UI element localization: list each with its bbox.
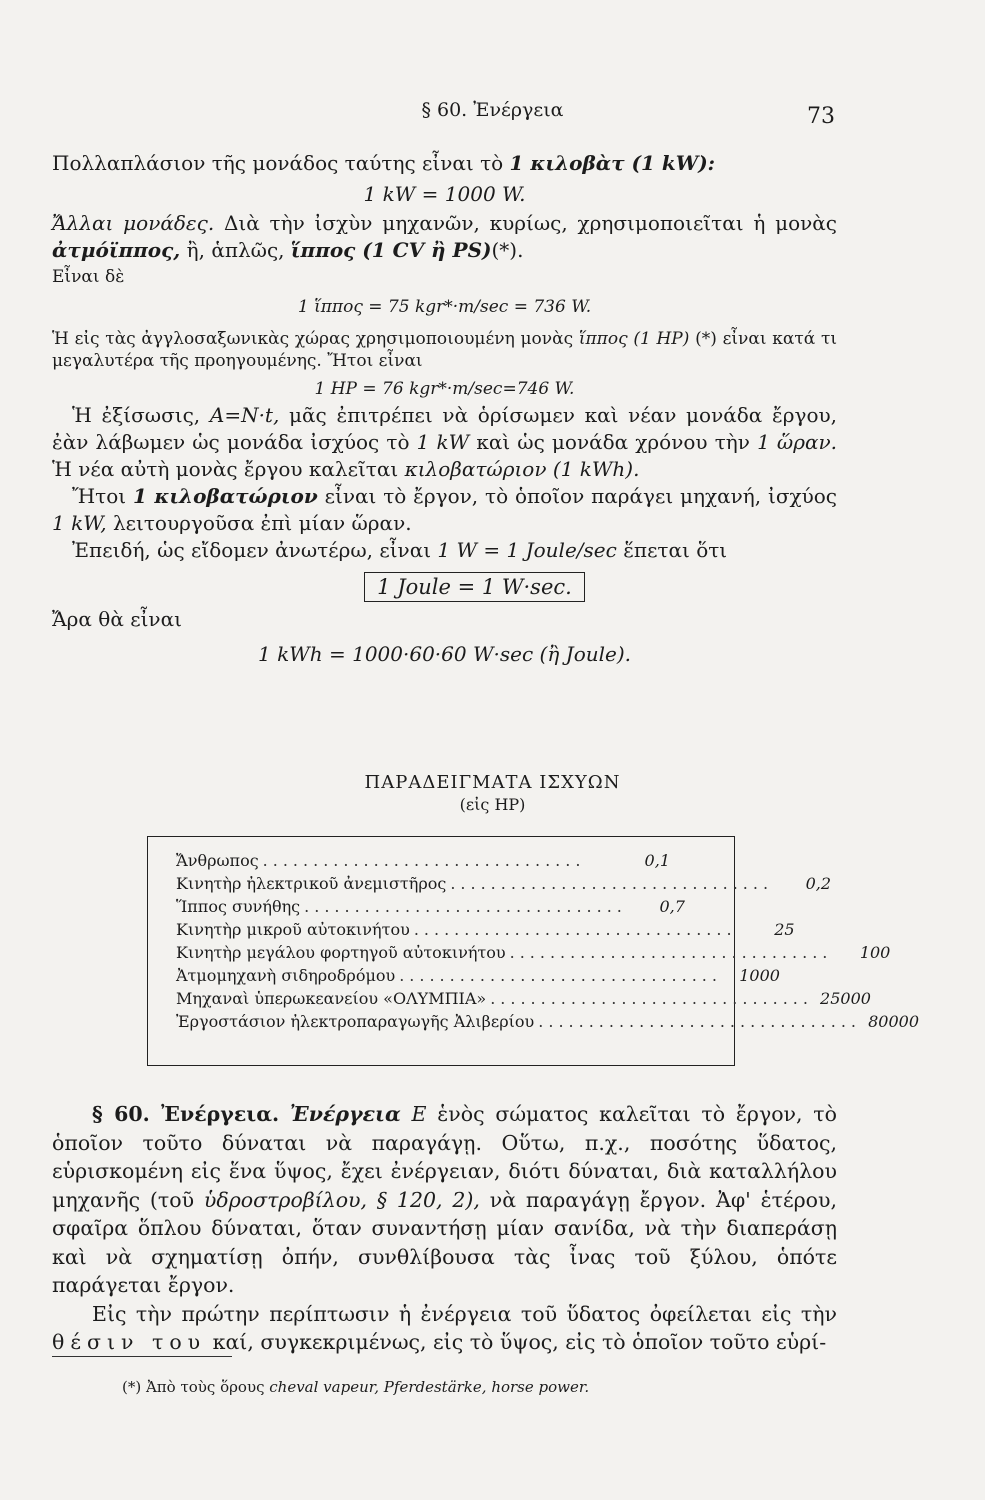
equation-kwh: 1 kWh = 1000·60·60 W·sec (ἢ Joule). [257,642,632,666]
section-60 [52,1100,837,1357]
paragraph-is: Εἶναι δὲ [52,267,125,287]
section-60-heading: § 60. Ἐνέργεια. [92,1102,280,1126]
equation-hp-metric: 1 ἵππος = 75 kgr*·m/sec = 736 W. [297,297,592,317]
footnote: (*) Ἀπὸ τοὺς ὅρους cheval vapeur, Pferdestärke, horse power. [122,1378,590,1396]
paragraph-kilowatt: Πολλαπλάσιον τῆς μονάδος ταύτης εἶναι τὸ 1 κιλοβὰτ (1 kW): [52,151,716,175]
power-examples-table [147,836,920,1066]
paragraph-therefore: Ἄρα θὰ εἶναι [52,607,182,631]
table-heading [0,772,985,814]
equation-kw: 1 kW = 1000 W. [363,182,526,206]
intro-block [52,150,837,668]
table-title: ΠΑΡΑΔΕΙΓΜΑΤΑ ΙΣΧΥΩΝ [364,772,621,793]
running-header: § 60. Ἐνέργεια [421,99,564,121]
table-row: Κινητὴρ ἠλεκτρικοῦ ἀνεμιστῆρος ................................ 0,2 [176,874,832,893]
section-60-paragraph-2: Εἰς τὴν πρώτην περίπτωσιν ἡ ἐνέργεια τοῦ ὕδατος ὀφείλεται εἰς τὴν θέσιν του καί, συγκεκριμένως, εἰς τὸ ὕψος, εἰς τὸ ὁποῖον τοῦτο εὑρί- [52,1301,837,1354]
page-number: 73 [807,104,835,129]
table-subtitle: (εἰς HP) [459,795,526,814]
boxed-equation-joule: 1 Joule = 1 W·sec. [364,572,585,602]
paragraph-equation-work: Ἡ ἐξίσωσις, A=N·t, μᾶς ἐπιτρέπει νὰ ὁρίσωμεν καὶ νέαν μονάδα ἔργου, ἐὰν λάβωμεν ὡς μονάδα ἰσχύος τὸ 1 kW καὶ ὡς μονάδα χρόνου τὴν 1 ὥραν. Ἡ νέα αὐτὴ μονὰς ἔργου καλεῖται κιλοβατώριον (1 kWh). [52,403,838,481]
table-row: Ἄνθρωπος ................................ 0,1 [176,851,670,870]
table-row: Κινητὴρ μικροῦ αὐτοκινήτου ................................ 25 [176,920,795,939]
boxed-equation-wrapper [52,572,837,602]
equation-hp-imperial: 1 HP = 76 kgr*·m/sec=746 W. [314,379,575,399]
paragraph-anglo-hp: Ἡ εἰς τὰς ἀγγλοσαξωνικὰς χώρας χρησιμοποιουμένη μονὰς ἵππος (1 HP) (*) εἶναι κατά τι μεγαλυτέρα τῆς προηγουμένης. Ἤτοι εἶναι [52,329,838,371]
table-row: Κινητὴρ μεγάλου φορτηγοῦ αὐτοκινήτου ................................ 100 [176,943,891,962]
table-row: Ἀτμομηχανὴ σιδηροδρόμου ................................ 1000 [176,966,780,985]
table-row: Ἵππος συνήθης ................................ 0,7 [176,897,685,916]
paragraph-other-units: Ἄλλαι μονάδες. Διὰ τὴν ἰσχὺν μηχανῶν, κυρίως, χρησιμοποιεῖται ἡ μονὰς ἀτμόϊππος, ἢ, ἁπλῶς, ἵππος (1 CV ἢ PS)(*). [52,211,837,262]
table-row: Μηχαναὶ ὑπερωκεανείου «ΟΛΥΜΠΙΑ» ................................ 25000 [176,989,871,1008]
paragraph-since: Ἐπειδή, ὡς εἴδομεν ἀνωτέρω, εἶναι 1 W = 1 Joule/sec ἕπεται ὅτι [72,538,728,562]
footnote-rule [52,1356,232,1357]
section-60-paragraph: § 60. Ἐνέργεια. Ἐνέργεια E ἑνὸς σώματος καλεῖται τὸ ἔργον, τὸ ὁποῖον τοῦτο δύναται νὰ παραγάγῃ. Οὕτω, π.χ., ποσότης ὕδατος, εὑρισκομένη εἰς ἕνα ὕψος, ἔχει ἐνέργειαν, διότι δύναται, διὰ καταλλήλου μηχανῆς (τοῦ ὑδροστροβίλου, § 120, 2), νὰ παραγάγῃ ἔργον. Ἀφ' ἑτέρου, σφαῖρα ὅπλου δύναται, ὅταν συναντήσῃ μίαν σανίδα, νὰ τὴν διαπεράσῃ καὶ νὰ σχηματίσῃ ὀπήν, συνθλίβουσα τὰς ἶνας τοῦ ξύλου, ὁπότε παράγεται ἔργον. [52,1102,837,1297]
table-row: Ἐργοστάσιον ἠλεκτροπαραγωγῆς Ἀλιβερίου ................................ 80000 [176,1012,920,1031]
paragraph-kwh-definition: Ἤτοι 1 κιλοβατώριον εἶναι τὸ ἔργον, τὸ ὁποῖον παράγει μηχανή, ἰσχύος 1 kW, λειτουργοῦσα ἐπὶ μίαν ὥραν. [52,484,837,535]
